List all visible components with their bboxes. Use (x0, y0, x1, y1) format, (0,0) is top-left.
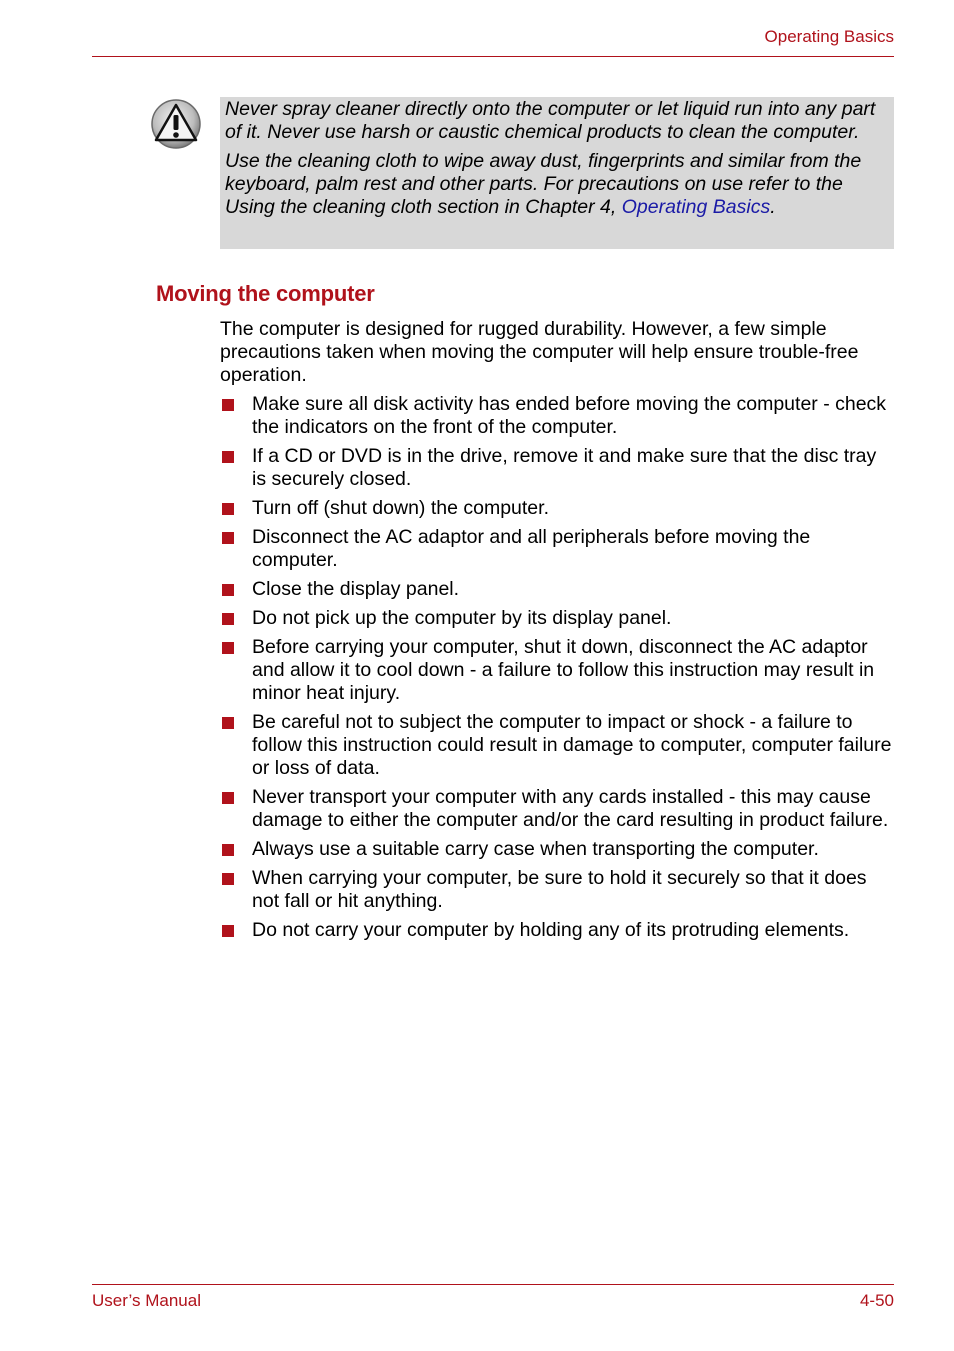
bullet-square-icon (222, 844, 234, 856)
list-item-text: Be careful not to subject the computer to impact or shock - a failure to follow this instruction could result in damage to computer, computer failure or loss of data. (252, 711, 892, 779)
caution-note (220, 97, 894, 249)
bullet-square-icon (222, 925, 234, 937)
operating-basics-link[interactable]: Operating Basics (621, 196, 771, 218)
bullet-square-icon (222, 642, 234, 654)
footer-manual-title: User’s Manual (92, 1291, 201, 1310)
caution-text-end: . (770, 196, 776, 218)
list-item (220, 786, 894, 832)
bullet-square-icon (222, 873, 234, 885)
list-item (220, 838, 894, 861)
bullet-square-icon (222, 503, 234, 515)
list-item-text: Never transport your computer with any cards installed - this may cause damage to either the computer and/or the card resulting in product failure. (252, 786, 889, 831)
caution-paragraph: Never spray cleaner directly onto the computer or let liquid run into any part of it. Never use harsh or caustic chemical products to clean the computer. (225, 98, 876, 143)
list-item (220, 711, 894, 780)
bullet-square-icon (222, 613, 234, 625)
list-item (220, 497, 894, 520)
bullet-square-icon (222, 451, 234, 463)
bullet-square-icon (222, 717, 234, 729)
header-rule (92, 56, 894, 57)
list-item-text: Before carrying your computer, shut it down, disconnect the AC adaptor and allow it to cool down - a failure to follow this instruction may result in minor heat injury. (252, 636, 875, 704)
bullet-square-icon (222, 399, 234, 411)
bullet-square-icon (222, 584, 234, 596)
list-item (220, 393, 894, 439)
list-item-text: Turn off (shut down) the computer. (252, 497, 549, 519)
list-item (220, 445, 894, 491)
list-item-text: Disconnect the AC adaptor and all peripherals before moving the computer. (252, 526, 811, 571)
list-item-text: If a CD or DVD is in the drive, remove it and make sure that the disc tray is securely closed. (252, 445, 877, 490)
list-item-text: Make sure all disk activity has ended before moving the computer - check the indicators on the front of the computer. (252, 393, 887, 438)
list-item (220, 867, 894, 913)
bullet-list (220, 393, 894, 942)
list-item-text: When carrying your computer, be sure to hold it securely so that it does not fall or hit anything. (252, 867, 867, 912)
list-item-text: Close the display panel. (252, 578, 460, 600)
page-number: 4-50 (859, 1291, 894, 1310)
list-item (220, 636, 894, 705)
section-body (220, 318, 894, 948)
caution-paragraph (225, 150, 888, 219)
intro-paragraph: The computer is designed for rugged durability. However, a few simple precautions taken when moving the computer will help ensure trouble-free operation. (220, 318, 859, 386)
list-item (220, 526, 894, 572)
warning-triangle-icon (150, 98, 202, 150)
caution-text: Use the cleaning cloth to wipe away dust, fingerprints and similar from the keyboard, palm rest and other parts. For precautions on use refer to the Using the cleaning cloth section in Chapter 4, (225, 150, 862, 218)
list-item (220, 607, 894, 630)
list-item-text: Do not carry your computer by holding any of its protruding elements. (252, 919, 850, 941)
running-header: Operating Basics (764, 27, 894, 46)
bullet-square-icon (222, 532, 234, 544)
list-item-text: Always use a suitable carry case when transporting the computer. (252, 838, 819, 860)
list-item (220, 919, 894, 942)
footer-rule (92, 1284, 894, 1285)
section-heading: Moving the computer (156, 281, 375, 306)
list-item-text: Do not pick up the computer by its display panel. (252, 607, 672, 629)
list-item (220, 578, 894, 601)
bullet-square-icon (222, 792, 234, 804)
